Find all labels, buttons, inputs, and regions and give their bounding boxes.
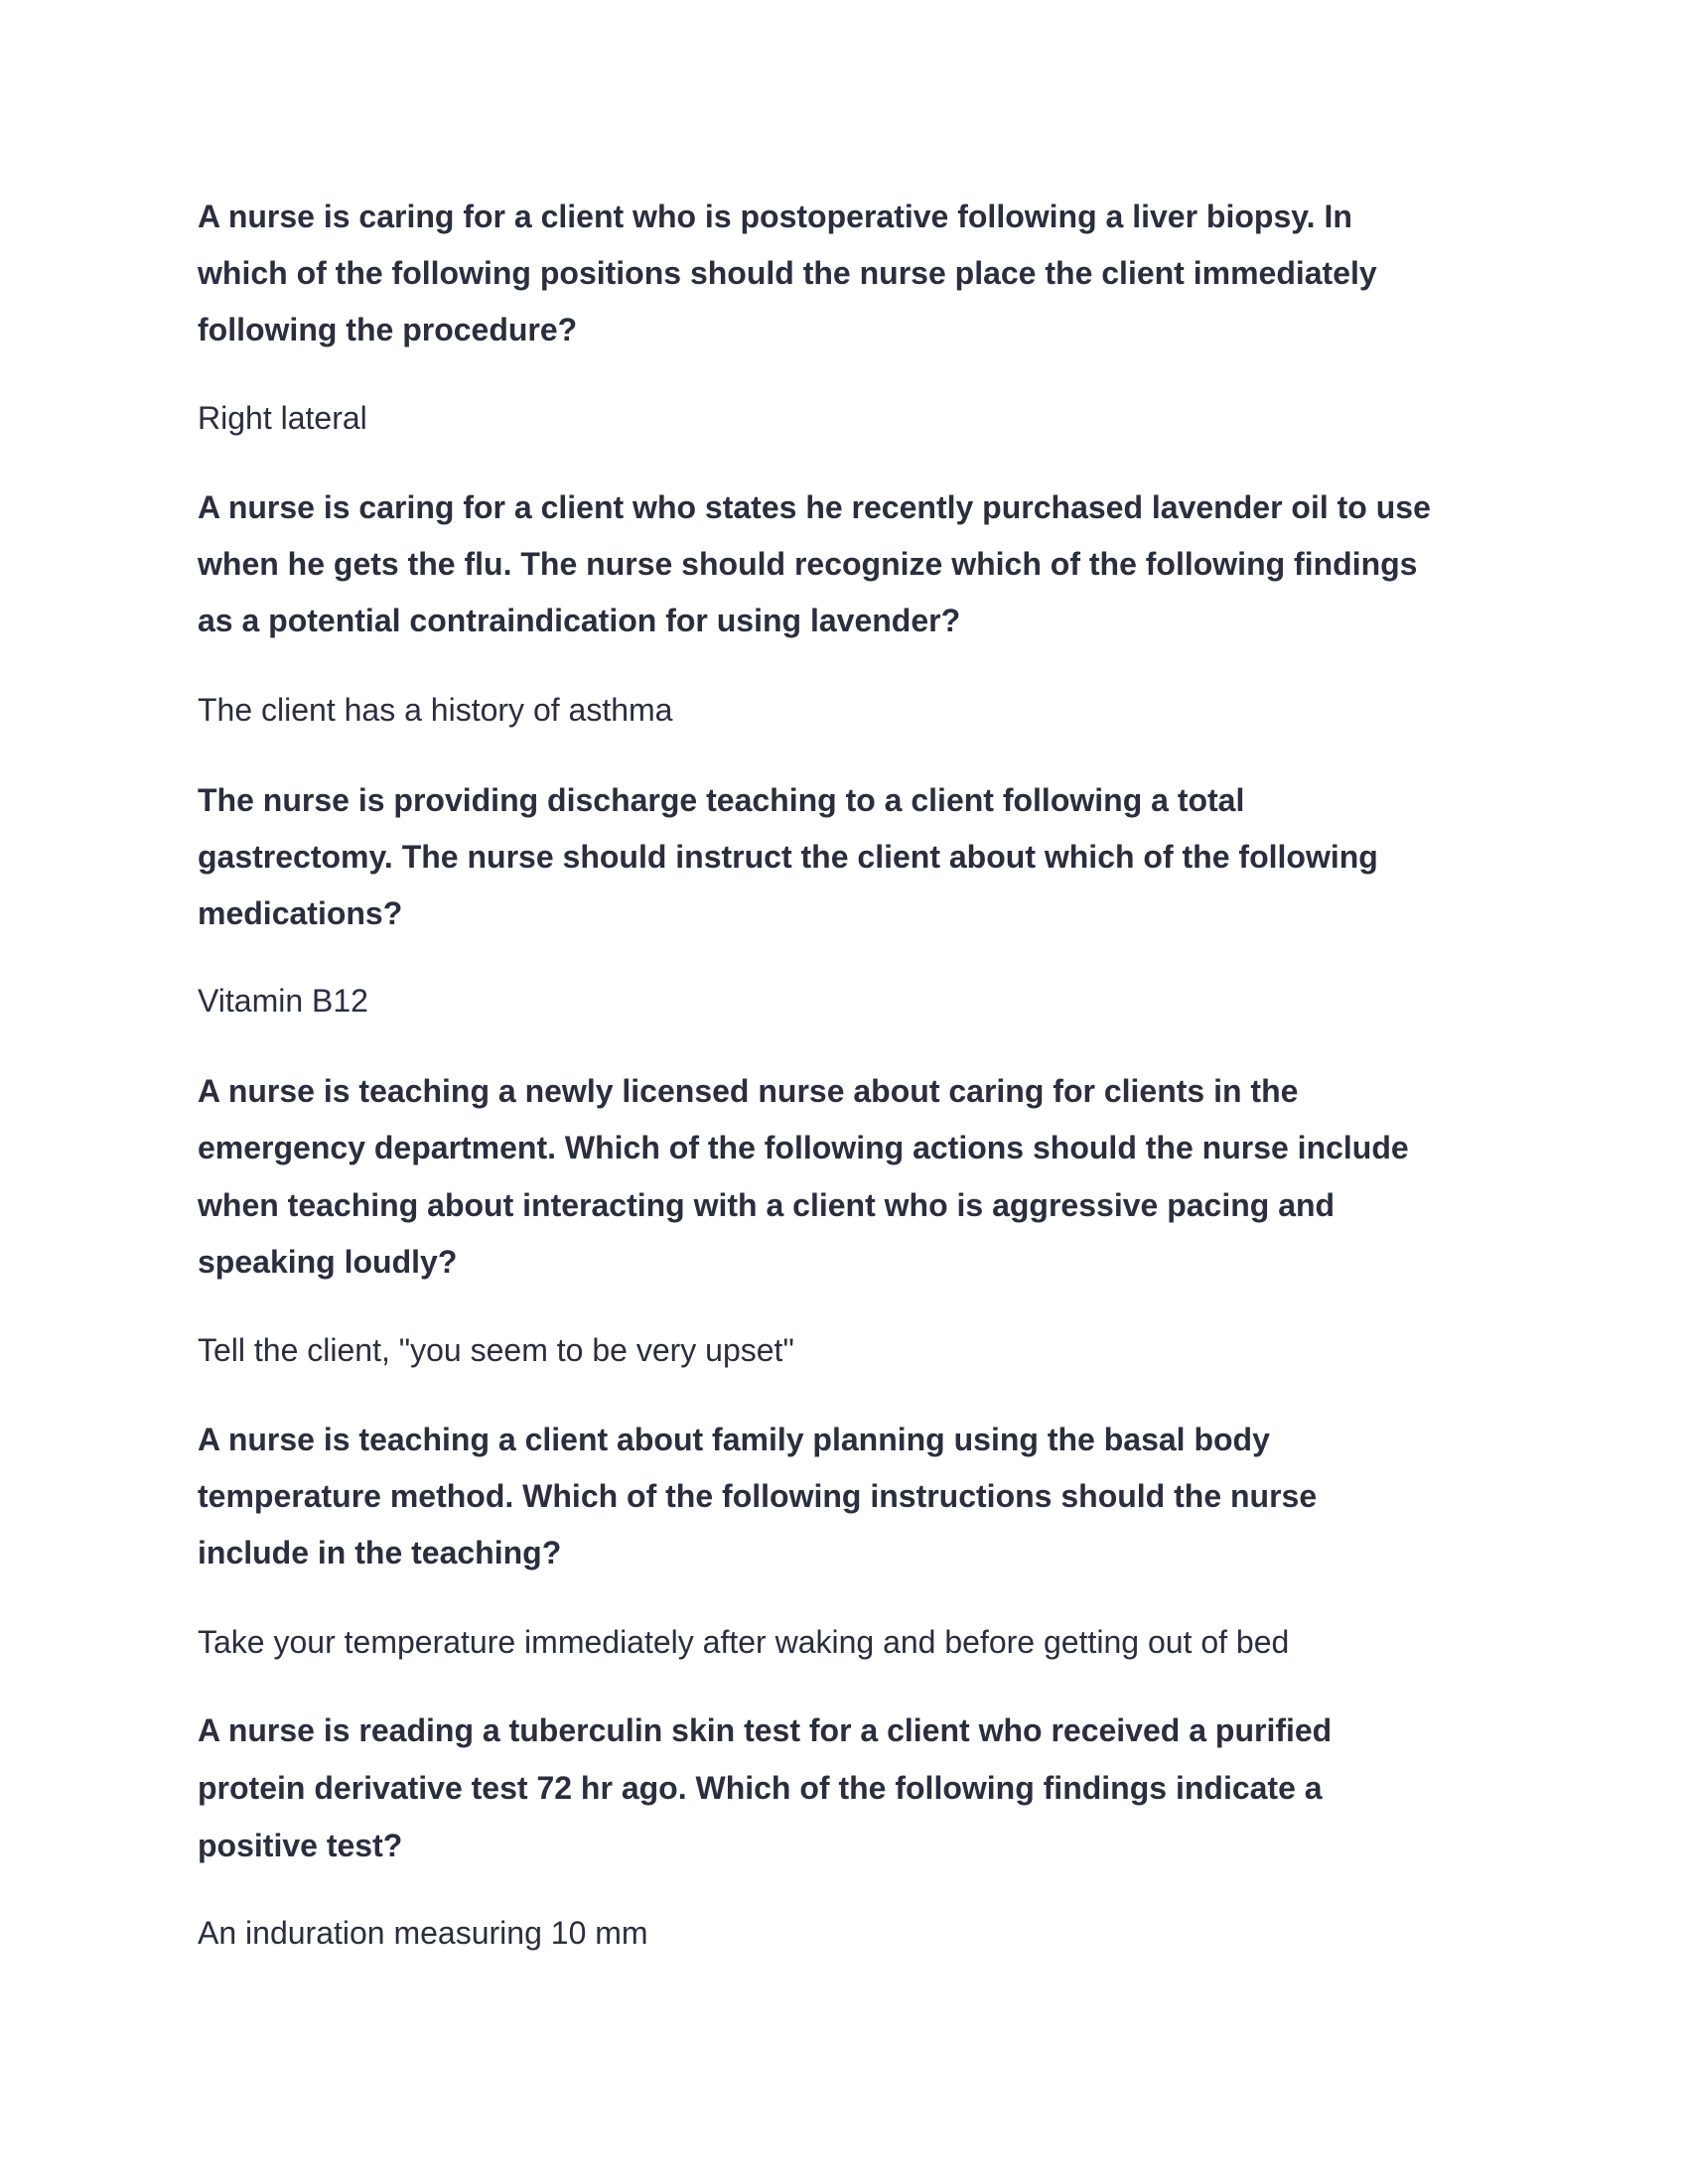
answer-text: Tell the client, "you seem to be very upset" <box>198 1332 794 1368</box>
answer-text: Take your temperature immediately after waking and before getting out of bed <box>198 1624 1290 1660</box>
question-line: The nurse is providing discharge teaching to a client following a total <box>198 782 1245 818</box>
question-line: A nurse is caring for a client who states he recently purchased lavender oil to use <box>198 489 1431 525</box>
answer-text: Right lateral <box>198 400 367 436</box>
question-line: gastrectomy. The nurse should instruct the client about which of the following <box>198 839 1378 875</box>
answer-text: Vitamin B12 <box>198 983 368 1019</box>
answer-text: The client has a history of asthma <box>198 692 673 728</box>
question-line: A nurse is teaching a newly licensed nurse about caring for clients in the <box>198 1073 1299 1109</box>
question-line: include in the teaching? <box>198 1535 562 1570</box>
question-line: which of the following positions should the nurse place the client immediately <box>198 255 1377 291</box>
question-line: positive test? <box>198 1828 403 1863</box>
question-line: when he gets the flu. The nurse should recognize which of the following findings <box>198 546 1418 582</box>
question-line: A nurse is caring for a client who is postoperative following a liver biopsy. In <box>198 199 1352 234</box>
question-line: A nurse is reading a tuberculin skin test for a client who received a purified <box>198 1712 1333 1748</box>
question-line: medications? <box>198 895 403 931</box>
question-line: when teaching about interacting with a client who is aggressive pacing and <box>198 1187 1336 1223</box>
question-line: speaking loudly? <box>198 1244 458 1280</box>
question-line: protein derivative test 72 hr ago. Which of the following findings indicate a <box>198 1770 1323 1806</box>
question-line: emergency department. Which of the following actions should the nurse include <box>198 1130 1409 1165</box>
question-line: following the procedure? <box>198 312 578 347</box>
question-line: A nurse is teaching a client about family planning using the basal body <box>198 1422 1270 1457</box>
answer-text: An induration measuring 10 mm <box>198 1915 648 1951</box>
question-line: temperature method. Which of the following instructions should the nurse <box>198 1478 1318 1514</box>
question-line: as a potential contraindication for using lavender? <box>198 603 961 638</box>
